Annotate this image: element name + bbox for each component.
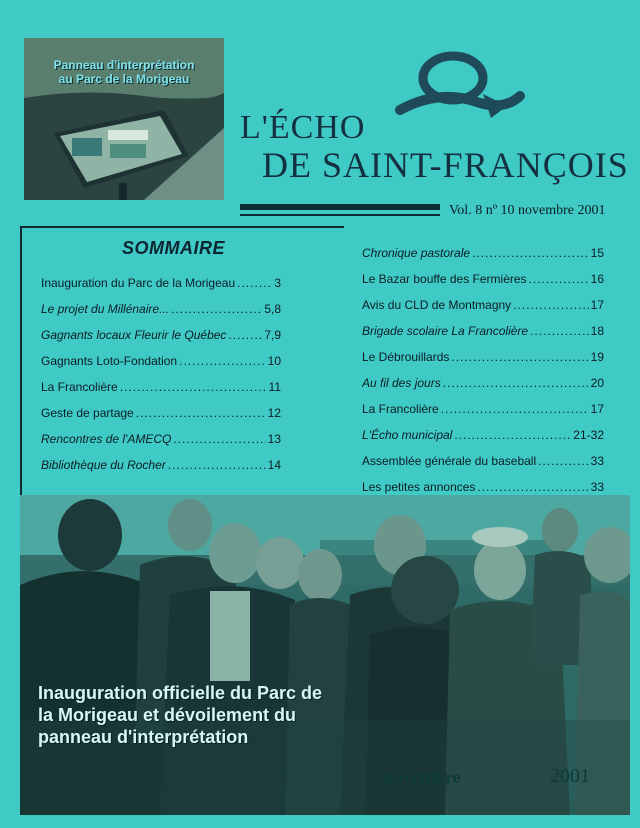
crowd-photo-illustration	[20, 495, 630, 815]
toc-item: La Francolière ..... 11	[41, 380, 281, 394]
toc-item: Chronique pastorale ..... 15	[362, 246, 604, 260]
photo-caption-line1: Inauguration officielle du Parc de	[38, 683, 323, 703]
masthead-title-line1: L'ÉCHO	[240, 109, 366, 146]
masthead-title-line2: DE SAINT-FRANÇOIS	[262, 145, 629, 185]
photo-caption-line3: panneau d'interprétation	[38, 727, 249, 747]
masthead-rule	[240, 204, 440, 210]
photo-caption-line2: la Morigeau et dévoilement du	[38, 705, 297, 725]
echo-logo-icon	[395, 48, 525, 128]
toc-item: Au fil des jours ..... 20	[362, 376, 604, 390]
toc-item: Bibliothèque du Rocher ..... 14	[41, 458, 281, 472]
toc-item: Inauguration du Parc de la Morigeau ..... 3	[41, 276, 281, 290]
toc-item: Le Débrouillards ..... 19	[362, 350, 604, 364]
toc-item: La Francolière ..... 17	[362, 402, 604, 416]
toc-item: Gagnants locaux Fleurir le Québec ..... 7,9	[41, 328, 281, 342]
toc-item: Gagnants Loto-Fondation ..... 10	[41, 354, 281, 368]
toc-item: Brigade scolaire La Francolière ..... 18	[362, 324, 604, 338]
toc-item: L'Écho municipal ..... 21-32	[362, 428, 604, 442]
panel-caption-line2: au Parc de la Morigeau	[58, 72, 190, 86]
issue-info: Vol. 8 nº 10 novembre 2001	[449, 203, 606, 218]
toc-item: Geste de partage ..... 12	[41, 406, 281, 420]
toc-item: Le Bazar bouffe des Fermières ..... 16	[362, 272, 604, 286]
issue-year: 2001	[550, 765, 590, 787]
interpretation-panel-photo	[24, 38, 224, 200]
masthead-rule-thin	[240, 214, 440, 216]
toc-item: Les petites annonces ..... 33	[362, 480, 604, 494]
toc-item: Avis du CLD de Montmagny ..... 17	[362, 298, 604, 312]
inauguration-crowd-photo	[20, 495, 630, 815]
toc-item: Rencontres de l'AMECQ ..... 13	[41, 432, 281, 446]
toc-item: Assemblée générale du baseball ..... 33	[362, 454, 604, 468]
panel-caption-line1: Panneau d'interprétation	[53, 58, 195, 72]
toc-title: SOMMAIRE	[122, 238, 225, 258]
issue-month: novembre	[384, 767, 461, 787]
toc-item: Le projet du Millénaire... ..... 5,8	[41, 302, 281, 316]
photo-caption	[38, 682, 378, 748]
